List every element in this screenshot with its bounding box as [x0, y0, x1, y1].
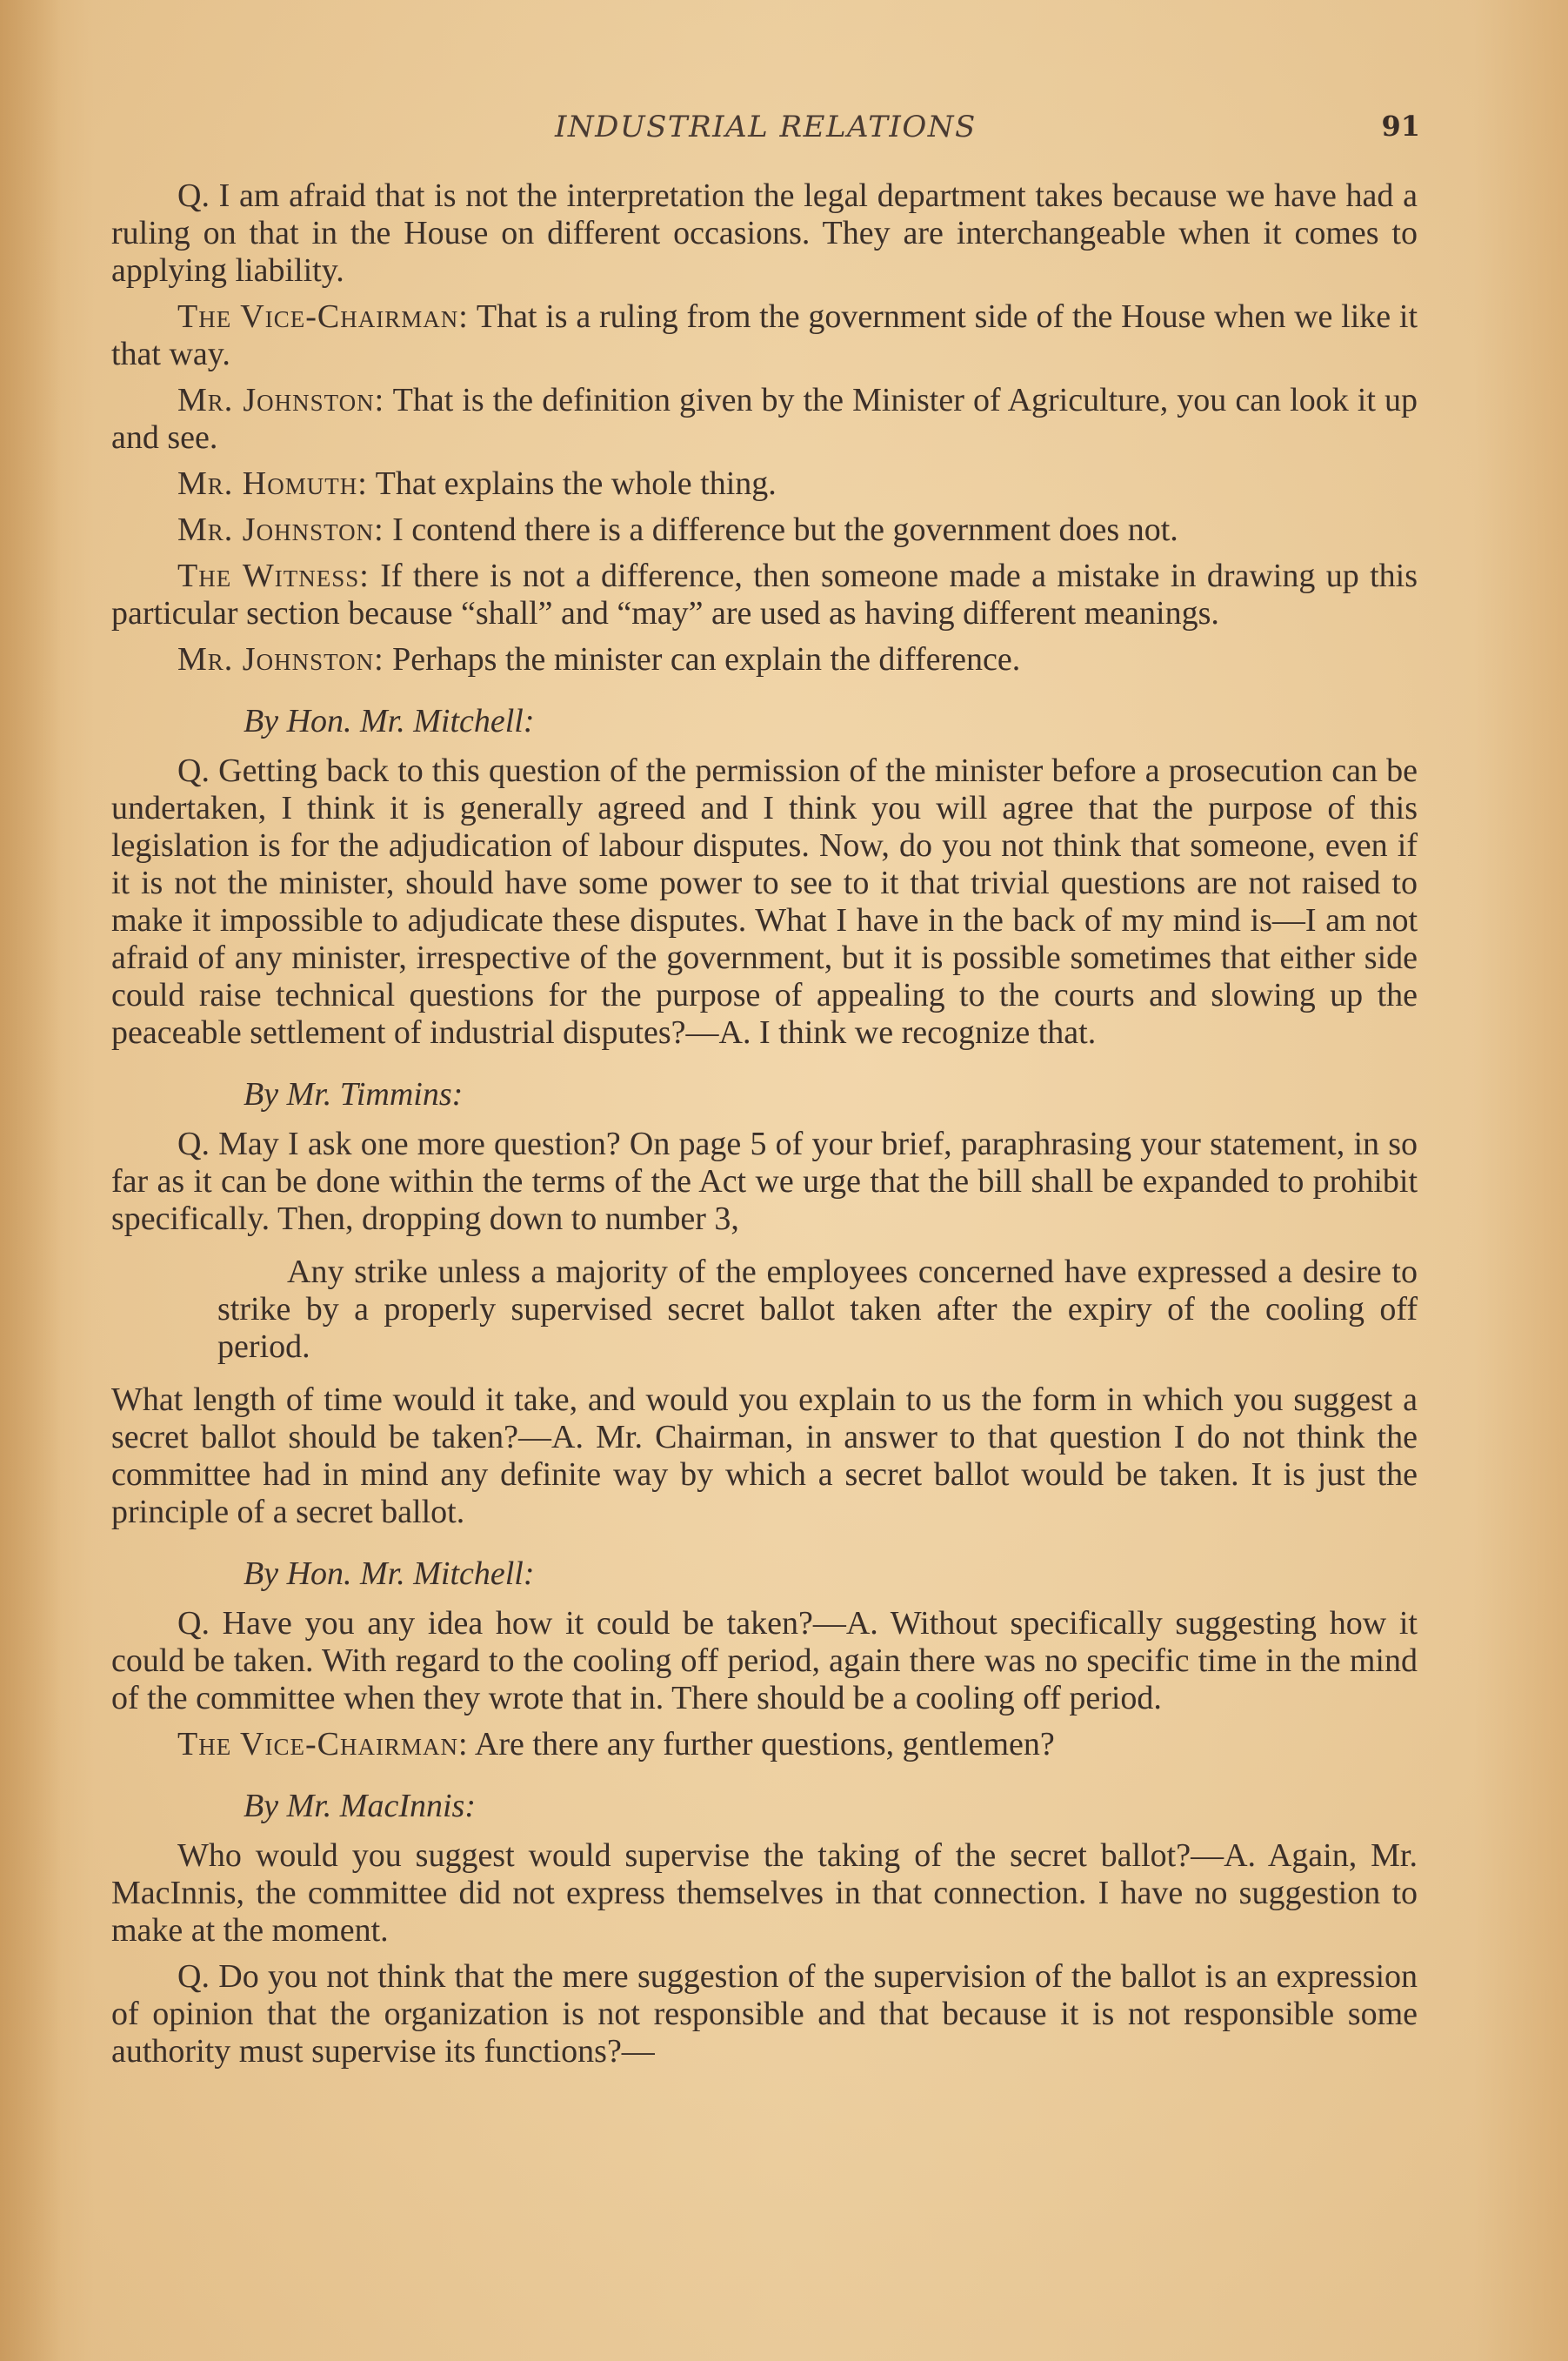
- paragraph-text: That explains the whole thing.: [367, 465, 777, 502]
- page-body: [111, 177, 1418, 2079]
- page-edge-shading: [0, 0, 61, 2361]
- paragraph-5: [111, 512, 1418, 549]
- speaker-label: Mr. Johnston:: [177, 382, 385, 418]
- paragraph-text: Are there any further questions, gentlemen?: [468, 1726, 1055, 1762]
- paragraph-2: [111, 298, 1418, 373]
- paragraph-text: That is the definition given by the Minister of Agriculture, you can look it up and see.: [111, 382, 1418, 456]
- speaker-label: Mr. Johnston:: [177, 512, 384, 548]
- page-header: [111, 110, 1420, 153]
- paragraph-8: Q. Getting back to this question of the permission of the minister before a prosecution can be undertaken, I think it is generally agreed and I think you will agree that the purpose of this legislation is for the adjudication of labour disputes. Now, do you not think that someone, even if it is not the minister, should have some power to see to it that trivial questions are not raised to make it impossible to adjudicate these disputes. What I have in the back of my mind is—I am not afraid of any minister, irrespective of the government, but it is possible sometimes that either side could raise technical questions for the purpose of appealing to the courts and slowing up the peaceable settlement of industrial disputes?—A. I think we recognize that.: [111, 752, 1418, 1051]
- paragraph-14: Q. Do you not think that the mere suggestion of the supervision of the ballot is an expression of opinion that the organization is not responsible and that because it is not responsible some authority must supervise its functions?—: [111, 1958, 1418, 2070]
- paragraph-text: Perhaps the minister can explain the difference.: [384, 641, 1021, 678]
- byline-mitchell-2: By Hon. Mr. Mitchell:: [244, 1555, 535, 1592]
- paragraph-3: [111, 382, 1418, 457]
- paragraph-text: That is a ruling from the government side of the House when we like it that way.: [111, 298, 1418, 372]
- byline-mitchell: By Hon. Mr. Mitchell:: [244, 703, 535, 739]
- byline-macinnis: By Mr. MacInnis:: [244, 1788, 476, 1824]
- paragraph-9: Q. May I ask one more question? On page 5 of your brief, paraphrasing your statement, in so far as it can be done within the terms of the Act we urge that the bill shall be expanded to prohibit specifically. Then, dropping down to number 3,: [111, 1126, 1418, 1237]
- paragraph-text: I contend there is a difference but the government does not.: [384, 512, 1178, 548]
- paragraph-10: What length of time would it take, and would you explain to us the form in which you suggest a secret ballot should be taken?—A. Mr. Chairman, in answer to that question I do not think the committee had in mind any definite way by which a secret ballot would be taken. It is just the principle of a secret ballot.: [111, 1381, 1418, 1530]
- byline-timmins: By Mr. Timmins:: [244, 1076, 464, 1113]
- paragraph-1: Q. I am afraid that is not the interpretation the legal department takes because we have had a ruling on that in the House on different occasions. They are interchangeable when it comes to applying liability.: [111, 177, 1418, 289]
- paragraph-text: If there is not a difference, then someone made a mistake in drawing up this particular section because “shall” and “may” are used as having different meanings.: [111, 558, 1418, 632]
- paragraph-12: [111, 1726, 1418, 1763]
- speaker-label: The Vice-Chairman:: [177, 298, 469, 335]
- speaker-label: The Witness:: [177, 558, 370, 594]
- block-quote: Any strike unless a majority of the employees concerned have expressed a desire to strike by a properly supervised secret ballot taken after the expiry of the cooling off period.: [217, 1254, 1418, 1365]
- paragraph-6: [111, 558, 1418, 632]
- page-number: 91: [1381, 110, 1420, 143]
- paragraph-11: Q. Have you any idea how it could be taken?—A. Without specifically suggesting how it could be taken. With regard to the cooling off period, again there was no specific time in the mind of the committee when they wrote that in. There should be a cooling off period.: [111, 1605, 1418, 1716]
- paragraph-4: [111, 465, 1418, 503]
- speaker-label: Mr. Homuth:: [177, 465, 368, 502]
- paragraph-7: [111, 641, 1418, 679]
- speaker-label: The Vice-Chairman:: [177, 1726, 469, 1762]
- speaker-label: Mr. Johnston:: [177, 641, 384, 678]
- paragraph-13: Who would you suggest would supervise the taking of the secret ballot?—A. Again, Mr. MacInnis, the committee did not express themselves in that connection. I have no suggestion to make at the moment.: [111, 1837, 1418, 1949]
- running-title: INDUSTRIAL RELATIONS: [555, 110, 977, 144]
